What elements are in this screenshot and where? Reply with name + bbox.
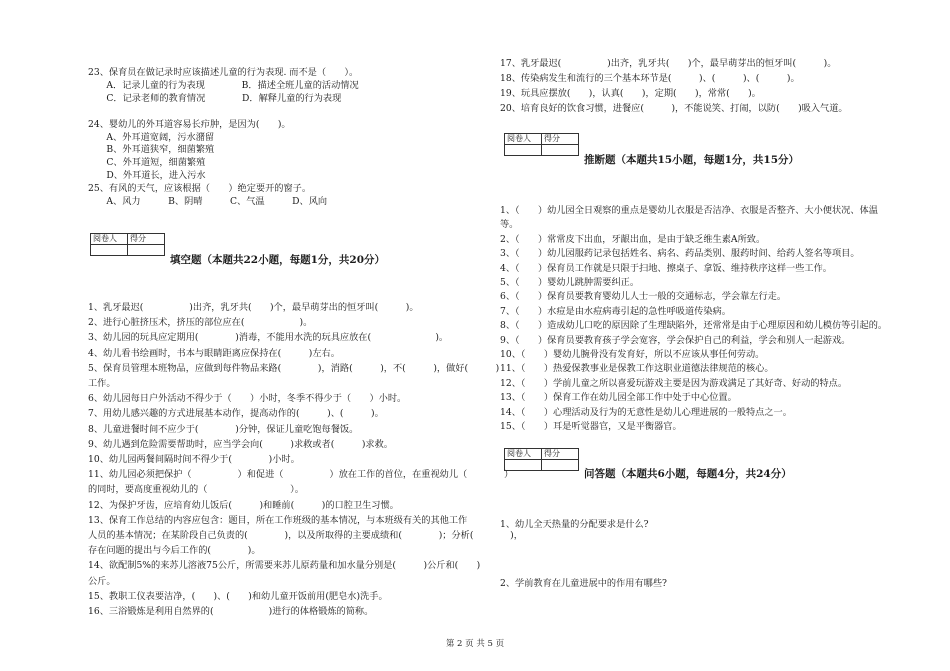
score-cell [128,245,165,256]
score-box-qa [504,448,579,471]
page-footer: 第 2 页 共 5 页 [445,639,505,649]
text-line: 10、（ ）婴幼儿腕骨没有发育好，所以不应该从事任何劳动。 [500,349,765,360]
text-line: 13、保育工作总结的内容应包含：题目，所在工作班级的基本情况，与本班级有关的其他工作 [88,514,468,526]
text-line: 16、三浴锻炼是利用自然界的( )进行的体格锻炼的简称。 [88,606,374,617]
text-line: 5、保育员管理本班物品，应做到每件物品来路( )，消路( )，不( )，做好( ) [88,362,500,374]
text-line: 20、培育良好的饮食习惯，进餐应( )，不能说笑、打闹，以防( )吸入气道。 [500,103,848,114]
text-line: A．记录儿童的行为表现 B．描述全班儿童的活动情况 [88,79,359,91]
text-line: B、外耳道狭窄，细菌繁殖 [88,144,215,156]
text-line: 11、（ ）热爱保教事业是保教工作这职业道德法律规范的核心。 [500,363,774,375]
reviewer-cell [91,245,128,256]
text-line: 等。 [500,219,519,231]
text-line: C、外耳道短，细菌繁殖 [88,157,206,169]
reviewer-label: 阅卷人 [505,449,542,460]
text-line: A、风力 B、阴晴 C、气温 D、风向 [88,196,328,207]
reviewer-cell [505,460,542,471]
text-line: 4、幼儿看书绘画时，书本与眼睛距离应保持在( )左右。 [88,347,340,359]
score-label: 得分 [128,234,165,245]
text-line: 1、幼儿全天热量的分配要求是什么? [500,519,649,530]
text-line: 14、欲配制5%的来苏儿溶液75公斤，所需要来苏儿原药量和加水量分别是( )公斤和( ) [88,560,481,572]
score-box-fill [90,233,165,256]
reviewer-cell [505,145,542,156]
text-line: 12、（ ）学前儿童之所以喜爱玩游戏主要是因为游戏满足了其好奇、好动的特点。 [500,377,848,389]
section-title-fill: 填空题（本题共22小题，每题1分，共20分） [170,254,386,266]
score-box-judge [504,133,579,156]
text-line: 1、（ ）幼儿园全日观察的重点是婴幼儿衣服是否洁净、衣服是否整齐、大小便状况、体温 [500,205,878,216]
text-line: 24、婴幼儿的外耳道容易长疖肿，是因为( )。 [88,118,291,130]
text-line: 17、乳牙最迟( )出齐，乳牙共( )个，最早萌芽出的恒牙叫( )。 [500,58,837,69]
text-line: 7、用幼儿感兴趣的方式进展基本动作，提高动作的( )、( )。 [88,408,384,420]
text-line: 15、教职工仪表要洁净，( )、( )和幼儿童开饭前用(肥皂水)洗手。 [88,590,388,602]
score-cell [542,460,579,471]
score-label: 得分 [542,134,579,145]
text-line: A、外耳道宽阔，污水潴留 [88,131,215,143]
section-title-qa: 问答题（本题共6小题，每题4分，共24分） [584,468,792,480]
text-line: 存在问题的提出与今后工作的( )。 [88,545,261,557]
text-line: 4、（ ）保育员工作就是只限于扫地、擦桌子、拿饭、维持秩序这样一些工作。 [500,262,832,274]
text-line: 工作。 [88,378,116,389]
text-line: 7、（ ）水痘是由水痘病毒引起的急性呼吸道传染病。 [500,305,731,317]
text-line: 9、（ ）保育员要教育孩子学会宽容，学会保护自己的利益，学会和别人一起游戏。 [500,334,851,346]
text-line: 13、（ ）保育工作在幼儿园全部工作中处于中心位置。 [500,392,737,404]
text-line: 9、幼儿遇到危险需要帮助时，应当学会向( )求救或者( )求救。 [88,438,393,450]
text-line: 8、（ ）造成幼儿口吃的原因除了生理缺陷外，还常常是由于心理原因和幼儿模仿等引起的。 [500,320,888,332]
text-line: 6、（ ）保育员要教育婴幼儿人士一般的交通标志，学会靠左行走。 [500,291,787,303]
text-line: 25、有风的天气，应该根据（ ）绝定要开的窗子。 [88,183,312,195]
score-label: 得分 [542,449,579,460]
text-line: 3、（ ）幼儿园服药记录包括姓名、病名、药品类别、服药时间、给药人签名等项目。 [500,248,860,260]
reviewer-label: 阅卷人 [91,234,128,245]
text-line: 11、幼儿园必须把保护（ ）和促进（ ）放在工作的首位，在重视幼儿（ ） [88,469,514,481]
text-line: 8、儿童进餐时间不应少于( )分钟，保证儿童吃饱每餐饭。 [88,423,359,435]
text-line: 15、（ ）耳是听觉器官，又是平衡器官。 [500,421,682,432]
text-line: D、外耳道长，进入污水 [88,170,206,182]
text-line: 2、（ ）常常皮下出血，牙龈出血，是由于缺乏维生素A所致。 [500,233,766,245]
text-line: 的同时，要高度重视幼儿的（ ）。 [88,484,304,496]
section-title-judge: 推断题（本题共15小题，每题1分，共15分） [584,154,800,166]
text-line: 公斤。 [88,575,116,587]
score-cell [542,145,579,156]
text-line: 2、进行心脏挤压术，挤压的部位应在( )。 [88,317,313,329]
text-line: C．记录老师的教育情况 D．解释儿童的行为表现 [88,92,342,104]
text-line: 14、（ ）心理活动及行为的无意性是幼儿心理进展的一般特点之一。 [500,406,792,418]
text-line: 1、乳牙最迟( )出齐，乳牙共( )个，最早萌芽出的恒牙叫( )。 [88,302,419,313]
text-line: 19、玩具应摆放( )，认真( )，定期( )，常常( )。 [500,88,761,99]
text-line: 6、幼儿园每日户外活动不得少于（ ）小时，冬季不得少于（ ）小时。 [88,393,407,405]
text-line: 18、传染病发生和流行的三个基本环节是( )、( )、( )。 [500,73,800,84]
text-line: 2、学前教育在儿童进展中的作用有哪些? [500,578,667,589]
text-line: 23、保育员在做记录时应该描述儿童的行为表现. 而不是（ ）。 [88,67,359,78]
reviewer-label: 阅卷人 [505,134,542,145]
text-line: 5、（ ）婴幼儿跳肿需要纠正。 [500,277,640,288]
text-line: 3、幼儿园的玩具应定期用( )消毒，不能用水洗的玩具应放在( )。 [88,332,449,344]
text-line: 12、为保护牙齿，应培育幼儿饭后( )和睡前( )的口腔卫生习惯。 [88,499,399,511]
text-line: 人员的基本情况；在某阶段自己负责的( )，以及所取得的主要成绩和( )；分析( )， [88,530,523,541]
text-line: 10、幼儿园两餐间隔时间不得少于( )小时。 [88,454,300,465]
